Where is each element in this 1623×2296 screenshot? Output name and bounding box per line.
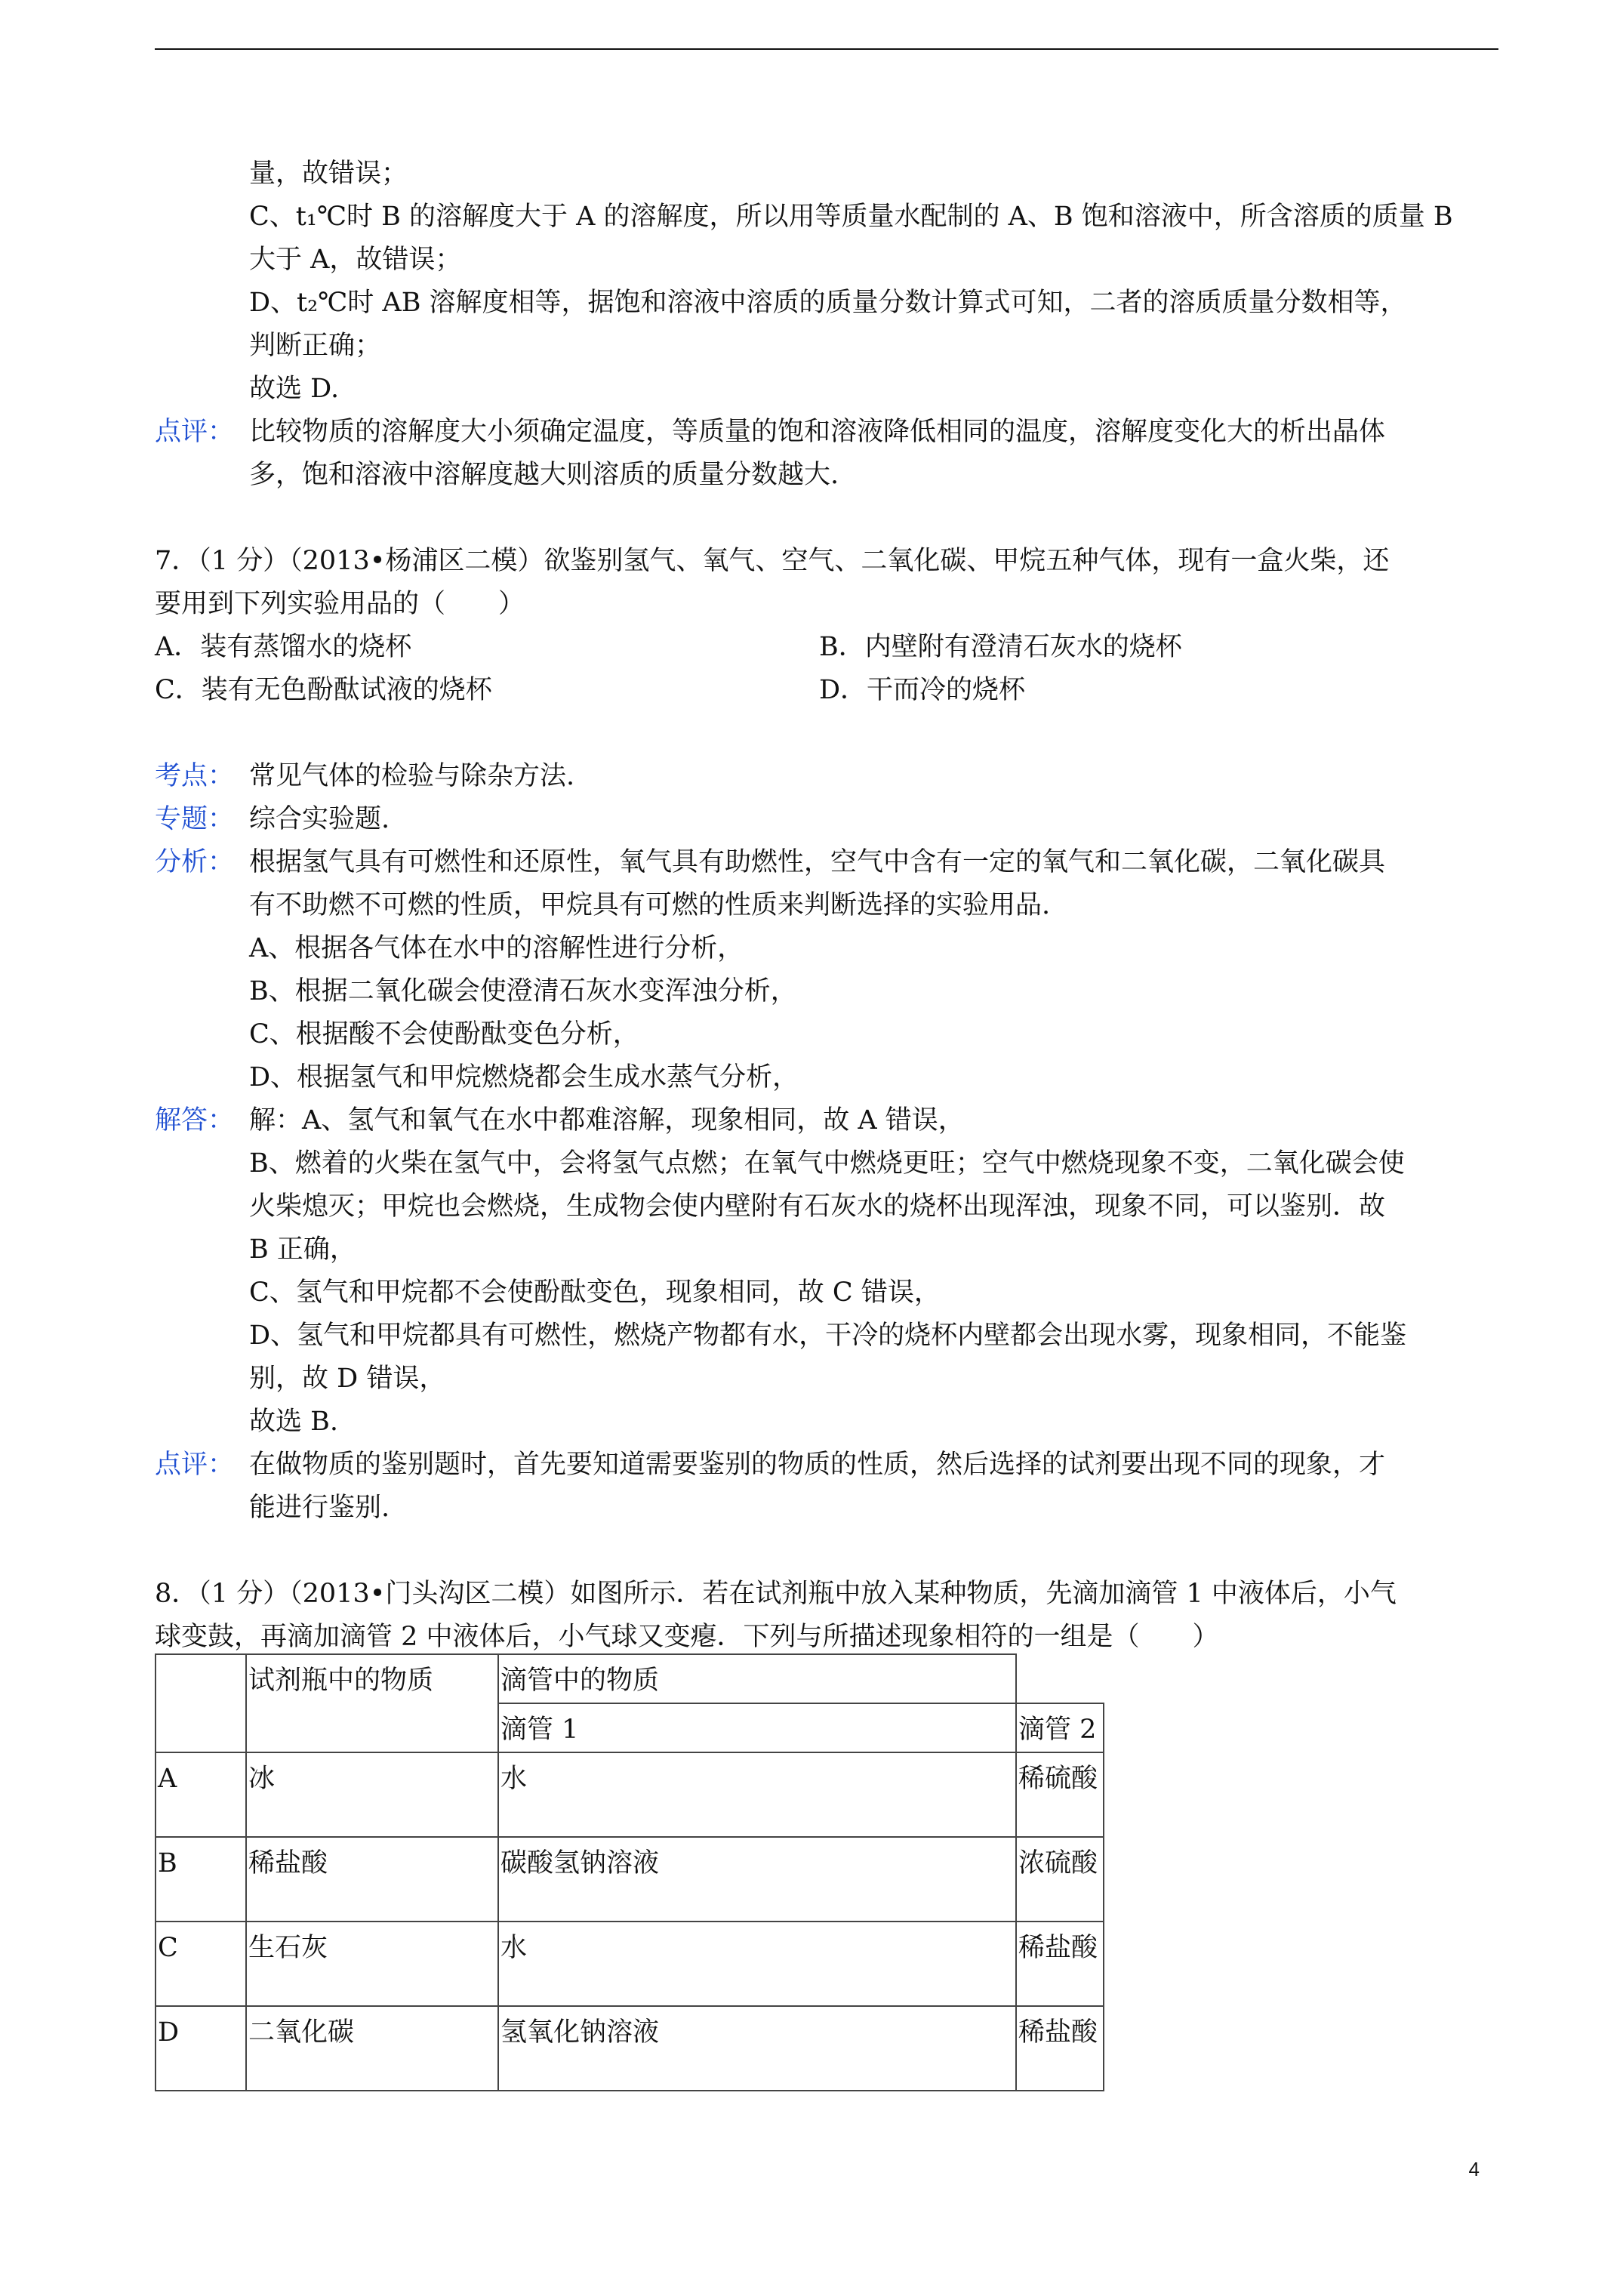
- row-dropper-2-text: 稀盐酸: [1018, 2017, 1098, 2048]
- row-bottle: 生石灰: [246, 1922, 498, 2006]
- q7-jieda-label: 解答：: [155, 1105, 235, 1136]
- q7-dianping-label: 点评：: [155, 1450, 235, 1480]
- row-dropper-1: 碳酸氢钠溶液: [498, 1837, 1016, 1922]
- q7-fenxi-line-1: 根据氢气具有可燃性和还原性，氧气具有助燃性，空气中含有一定的氧气和二氧化碳，二氧化碳具: [249, 847, 1386, 877]
- table-row: [156, 2006, 1104, 2091]
- q7-kaodian: 常见气体的检验与除杂方法.: [249, 761, 575, 791]
- row-dropper-1: 氢氧化钠溶液: [498, 2006, 1016, 2091]
- q7-fenxi-line-4: B、根据二氧化碳会使澄清石灰水变浑浊分析，: [249, 976, 797, 1006]
- q7-fenxi-line-2: 有不助燃不可燃的性质，甲烷具有可燃的性质来判断选择的实验用品.: [249, 890, 1051, 920]
- header-rule: [155, 48, 1498, 50]
- q8-stem-line-1: 8．（1 分）（2013•门头沟区二模）如图所示．若在试剂瓶中放入某种物质，先滴加滴管 1 中液体后，小气: [155, 1579, 1397, 1609]
- table-corner-cell: [156, 1654, 246, 1752]
- q7-jieda-line-6: D、氢气和甲烷都具有可燃性，燃烧产物都有水，干冷的烧杯内壁都会出现水雾，现象相同，不能鉴: [249, 1321, 1407, 1351]
- q7-fenxi-label: 分析：: [155, 847, 235, 877]
- q7-jieda-line-5: C、氢气和甲烷都不会使酚酞变色，现象相同，故 C 错误，: [249, 1277, 941, 1308]
- row-key: D: [156, 2006, 246, 2091]
- table-header-row: [156, 1654, 1104, 1703]
- row-dropper-2-text: 稀硫酸: [1018, 1764, 1098, 1794]
- row-dropper-1: 水: [498, 1922, 1016, 2006]
- row-key: A: [156, 1752, 246, 1837]
- row-key: B: [156, 1837, 246, 1922]
- q7-kaodian-label: 考点：: [155, 761, 235, 791]
- q7-fenxi-line-3: A、根据各气体在水中的溶解性进行分析，: [249, 933, 744, 963]
- table-row: [156, 1837, 1104, 1922]
- cont-review-line-2: 多，饱和溶液中溶解度越大则溶质的质量分数越大.: [249, 460, 839, 490]
- table-row: [156, 1752, 1104, 1837]
- q7-option-d: D．干而冷的烧杯: [819, 675, 1026, 705]
- row-key: C: [156, 1922, 246, 2006]
- q7-stem-line-2: 要用到下列实验用品的（ ）: [155, 589, 525, 619]
- cont-line-6: 故选 D.: [249, 374, 340, 404]
- cont-line-1: 量，故错误；: [249, 159, 408, 189]
- q7-option-a: A．装有蒸馏水的烧杯: [155, 632, 412, 662]
- table-header-dropper-1: 滴管 1: [498, 1703, 1016, 1752]
- q7-zhuanti: 综合实验题.: [249, 804, 390, 834]
- q7-jieda-line-8: 故选 B.: [249, 1407, 338, 1437]
- table-header-empty: [1016, 1654, 1104, 1703]
- cont-line-3: 大于 A，故错误；: [249, 245, 462, 275]
- row-bottle: 冰: [246, 1752, 498, 1837]
- cont-line-4: D、t₂℃时 AB 溶解度相等，据饱和溶液中溶质的质量分数计算式可知，二者的溶质质量分数相等，: [249, 288, 1407, 318]
- cont-line-2: C、t₁℃时 B 的溶解度大于 A 的溶解度，所以用等质量水配制的 A、B 饱和溶液中，所含溶质的质量 B: [249, 202, 1453, 232]
- q7-option-c: C．装有无色酚酞试液的烧杯: [155, 675, 492, 705]
- row-dropper-2: [1016, 2006, 1104, 2091]
- cont-line-5: 判断正确；: [249, 331, 382, 361]
- row-dropper-2-text: 稀盐酸: [1018, 1933, 1098, 1963]
- row-dropper-1: 水: [498, 1752, 1016, 1837]
- q7-stem-line-1: 7．（1 分）（2013•杨浦区二模）欲鉴别氢气、氧气、空气、二氧化碳、甲烷五种气体，现有一盒火柴，还: [155, 546, 1390, 576]
- q7-jieda-line-3: 火柴熄灭；甲烷也会燃烧，生成物会使内壁附有石灰水的烧杯出现浑浊，现象不同，可以鉴别．故: [249, 1191, 1386, 1222]
- row-dropper-2: [1016, 1922, 1104, 2006]
- table-header-dropper-2: 滴管 2: [1016, 1703, 1104, 1752]
- row-dropper-2: [1016, 1837, 1104, 1922]
- row-dropper-2: [1016, 1752, 1104, 1837]
- page-number: 4: [1468, 2158, 1480, 2180]
- row-bottle: 二氧化碳: [246, 2006, 498, 2091]
- q7-jieda-line-7: 别，故 D 错误，: [249, 1364, 446, 1394]
- q7-jieda-line-2: B、燃着的火柴在氢气中，会将氢气点燃；在氧气中燃烧更旺；空气中燃烧现象不变，二氧化碳会使: [249, 1148, 1405, 1179]
- table-header-dropper: 滴管中的物质: [498, 1654, 1016, 1703]
- cont-review-label: 点评：: [155, 417, 235, 447]
- q7-dianping-line-2: 能进行鉴别.: [249, 1493, 390, 1523]
- q7-zhuanti-label: 专题：: [155, 804, 235, 834]
- row-dropper-2-text: 浓硫酸: [1018, 1848, 1098, 1878]
- q7-fenxi-line-6: D、根据氢气和甲烷燃烧都会生成水蒸气分析，: [249, 1062, 799, 1093]
- table-header-bottle: 试剂瓶中的物质: [246, 1654, 498, 1752]
- cont-review-line-1: 比较物质的溶解度大小须确定温度，等质量的饱和溶液降低相同的温度，溶解度变化大的析出晶体: [249, 417, 1386, 447]
- q7-option-b: B．内壁附有澄清石灰水的烧杯: [819, 632, 1182, 662]
- q7-fenxi-line-5: C、根据酸不会使酚酞变色分析，: [249, 1019, 639, 1049]
- q7-jieda-line-1: 解：A、氢气和氧气在水中都难溶解，现象相同，故 A 错误，: [249, 1105, 965, 1136]
- q7-dianping-line-1: 在做物质的鉴别题时，首先要知道需要鉴别的物质的性质，然后选择的试剂要出现不同的现象，才: [249, 1450, 1386, 1480]
- table-row: [156, 1922, 1104, 2006]
- q8-stem-line-2: 球变鼓，再滴加滴管 2 中液体后，小气球又变瘪．下列与所描述现象相符的一组是（ ）: [155, 1622, 1219, 1652]
- q8-table: [155, 1653, 1104, 2091]
- q7-jieda-line-4: B 正确，: [249, 1234, 356, 1265]
- row-bottle: 稀盐酸: [246, 1837, 498, 1922]
